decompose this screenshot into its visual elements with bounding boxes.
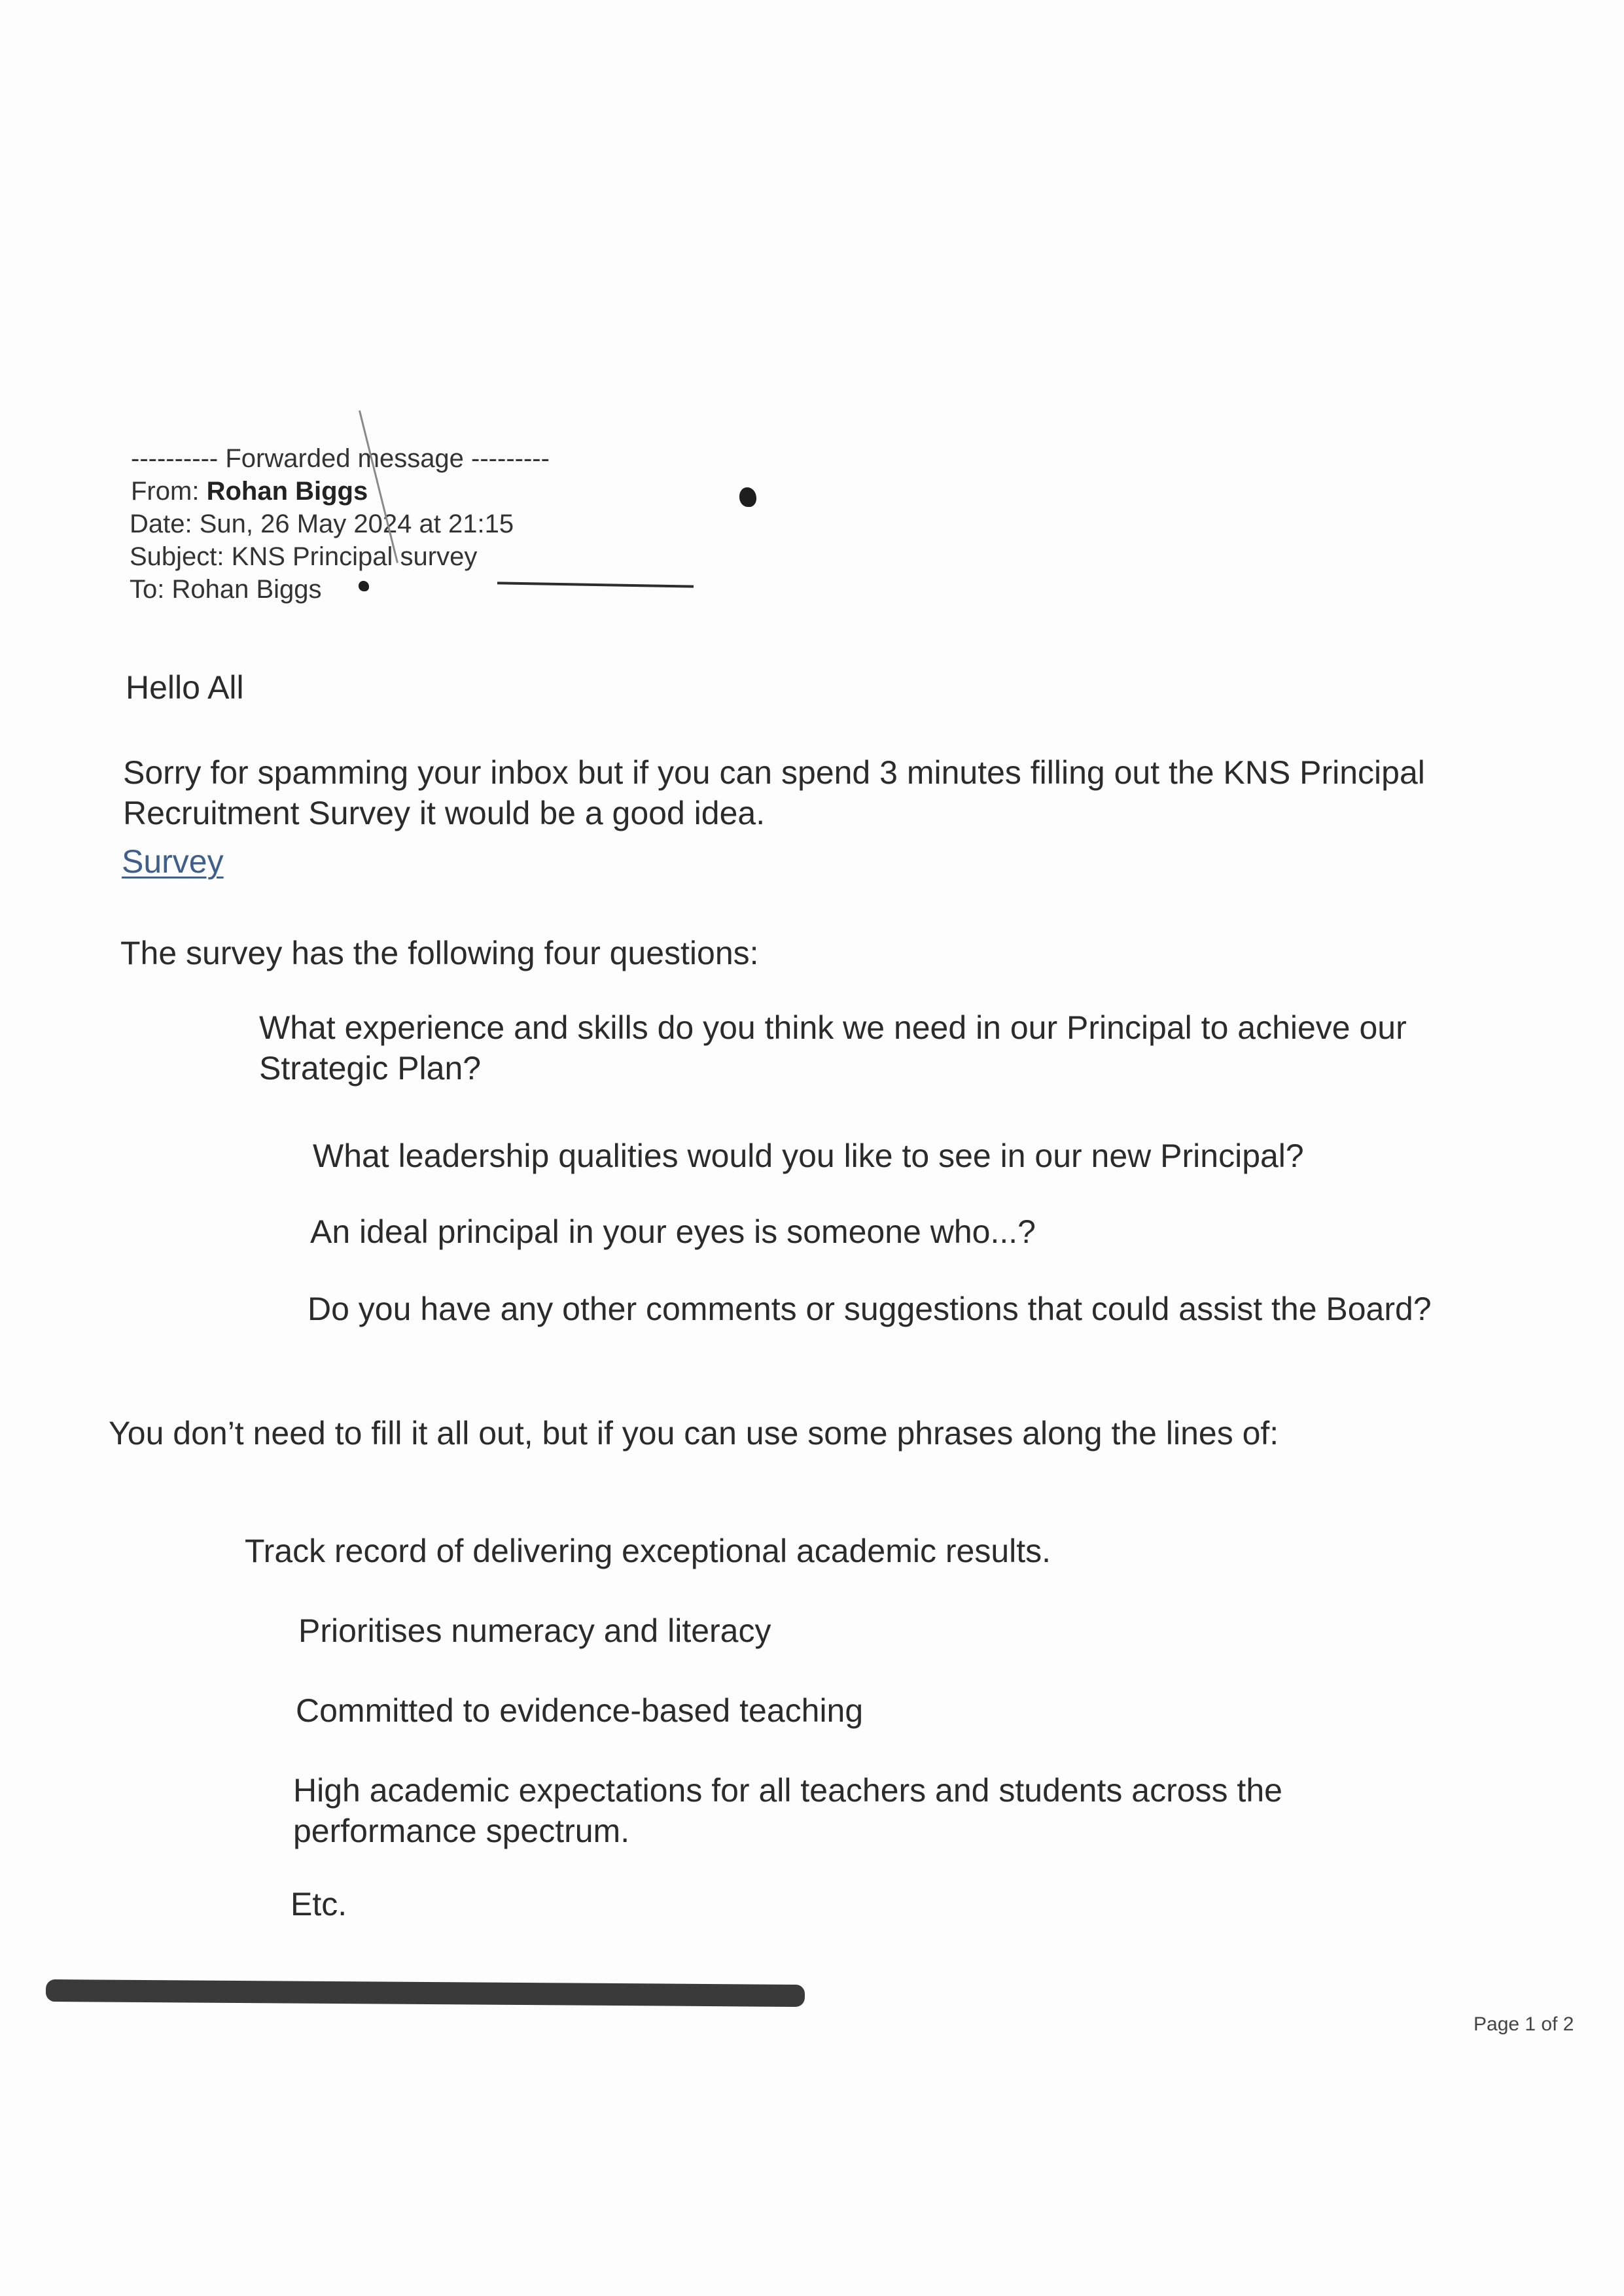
question-item: Do you have any other comments or suggestions that could assist the Board? (308, 1291, 1432, 1327)
phrase-item: Prioritises numeracy and literacy (298, 1612, 771, 1649)
forwarded-message-label: ---------- Forwarded message --------- (131, 444, 550, 473)
redaction-line (497, 582, 694, 587)
phrase-item: Etc. (291, 1886, 347, 1922)
survey-link[interactable]: Survey (122, 843, 224, 880)
question-item: What leadership qualities would you like to see in our new Principal? (313, 1138, 1304, 1174)
from-name: Rohan Biggs (206, 477, 368, 506)
to-line: To: Rohan Biggs (130, 575, 322, 604)
phrase-item: Track record of delivering exceptional academic results. (245, 1533, 1051, 1569)
subject-line: Subject: KNS Principal survey (130, 542, 478, 571)
phrase-item: Committed to evidence-based teaching (296, 1692, 864, 1729)
ink-dot (359, 581, 369, 591)
redacted-url (46, 1979, 805, 2007)
page-number: Page 1 of 2 (1474, 2013, 1574, 2035)
date-line: Date: Sun, 26 May 2024 at 21:15 (130, 510, 514, 538)
from-label: From: (131, 477, 200, 506)
greeting: Hello All (126, 669, 244, 706)
ink-blot (739, 487, 756, 507)
phrases-intro: You don’t need to fill it all out, but if you can use some phrases along the lines of: (109, 1415, 1279, 1452)
question-item: An ideal principal in your eyes is someone who...? (310, 1213, 1036, 1250)
phrase-item: High academic expectations for all teachers and students across the performance spectrum. (293, 1772, 1282, 1849)
questions-intro: The survey has the following four questions: (120, 935, 759, 971)
question-item: What experience and skills do you think we need in our Principal to achieve our Strategic Plan? (259, 1009, 1407, 1087)
intro-paragraph: Sorry for spamming your inbox but if you can spend 3 minutes filling out the KNS Principal Recruitment Survey it would be a good idea. (123, 754, 1425, 831)
from-line (131, 475, 368, 508)
